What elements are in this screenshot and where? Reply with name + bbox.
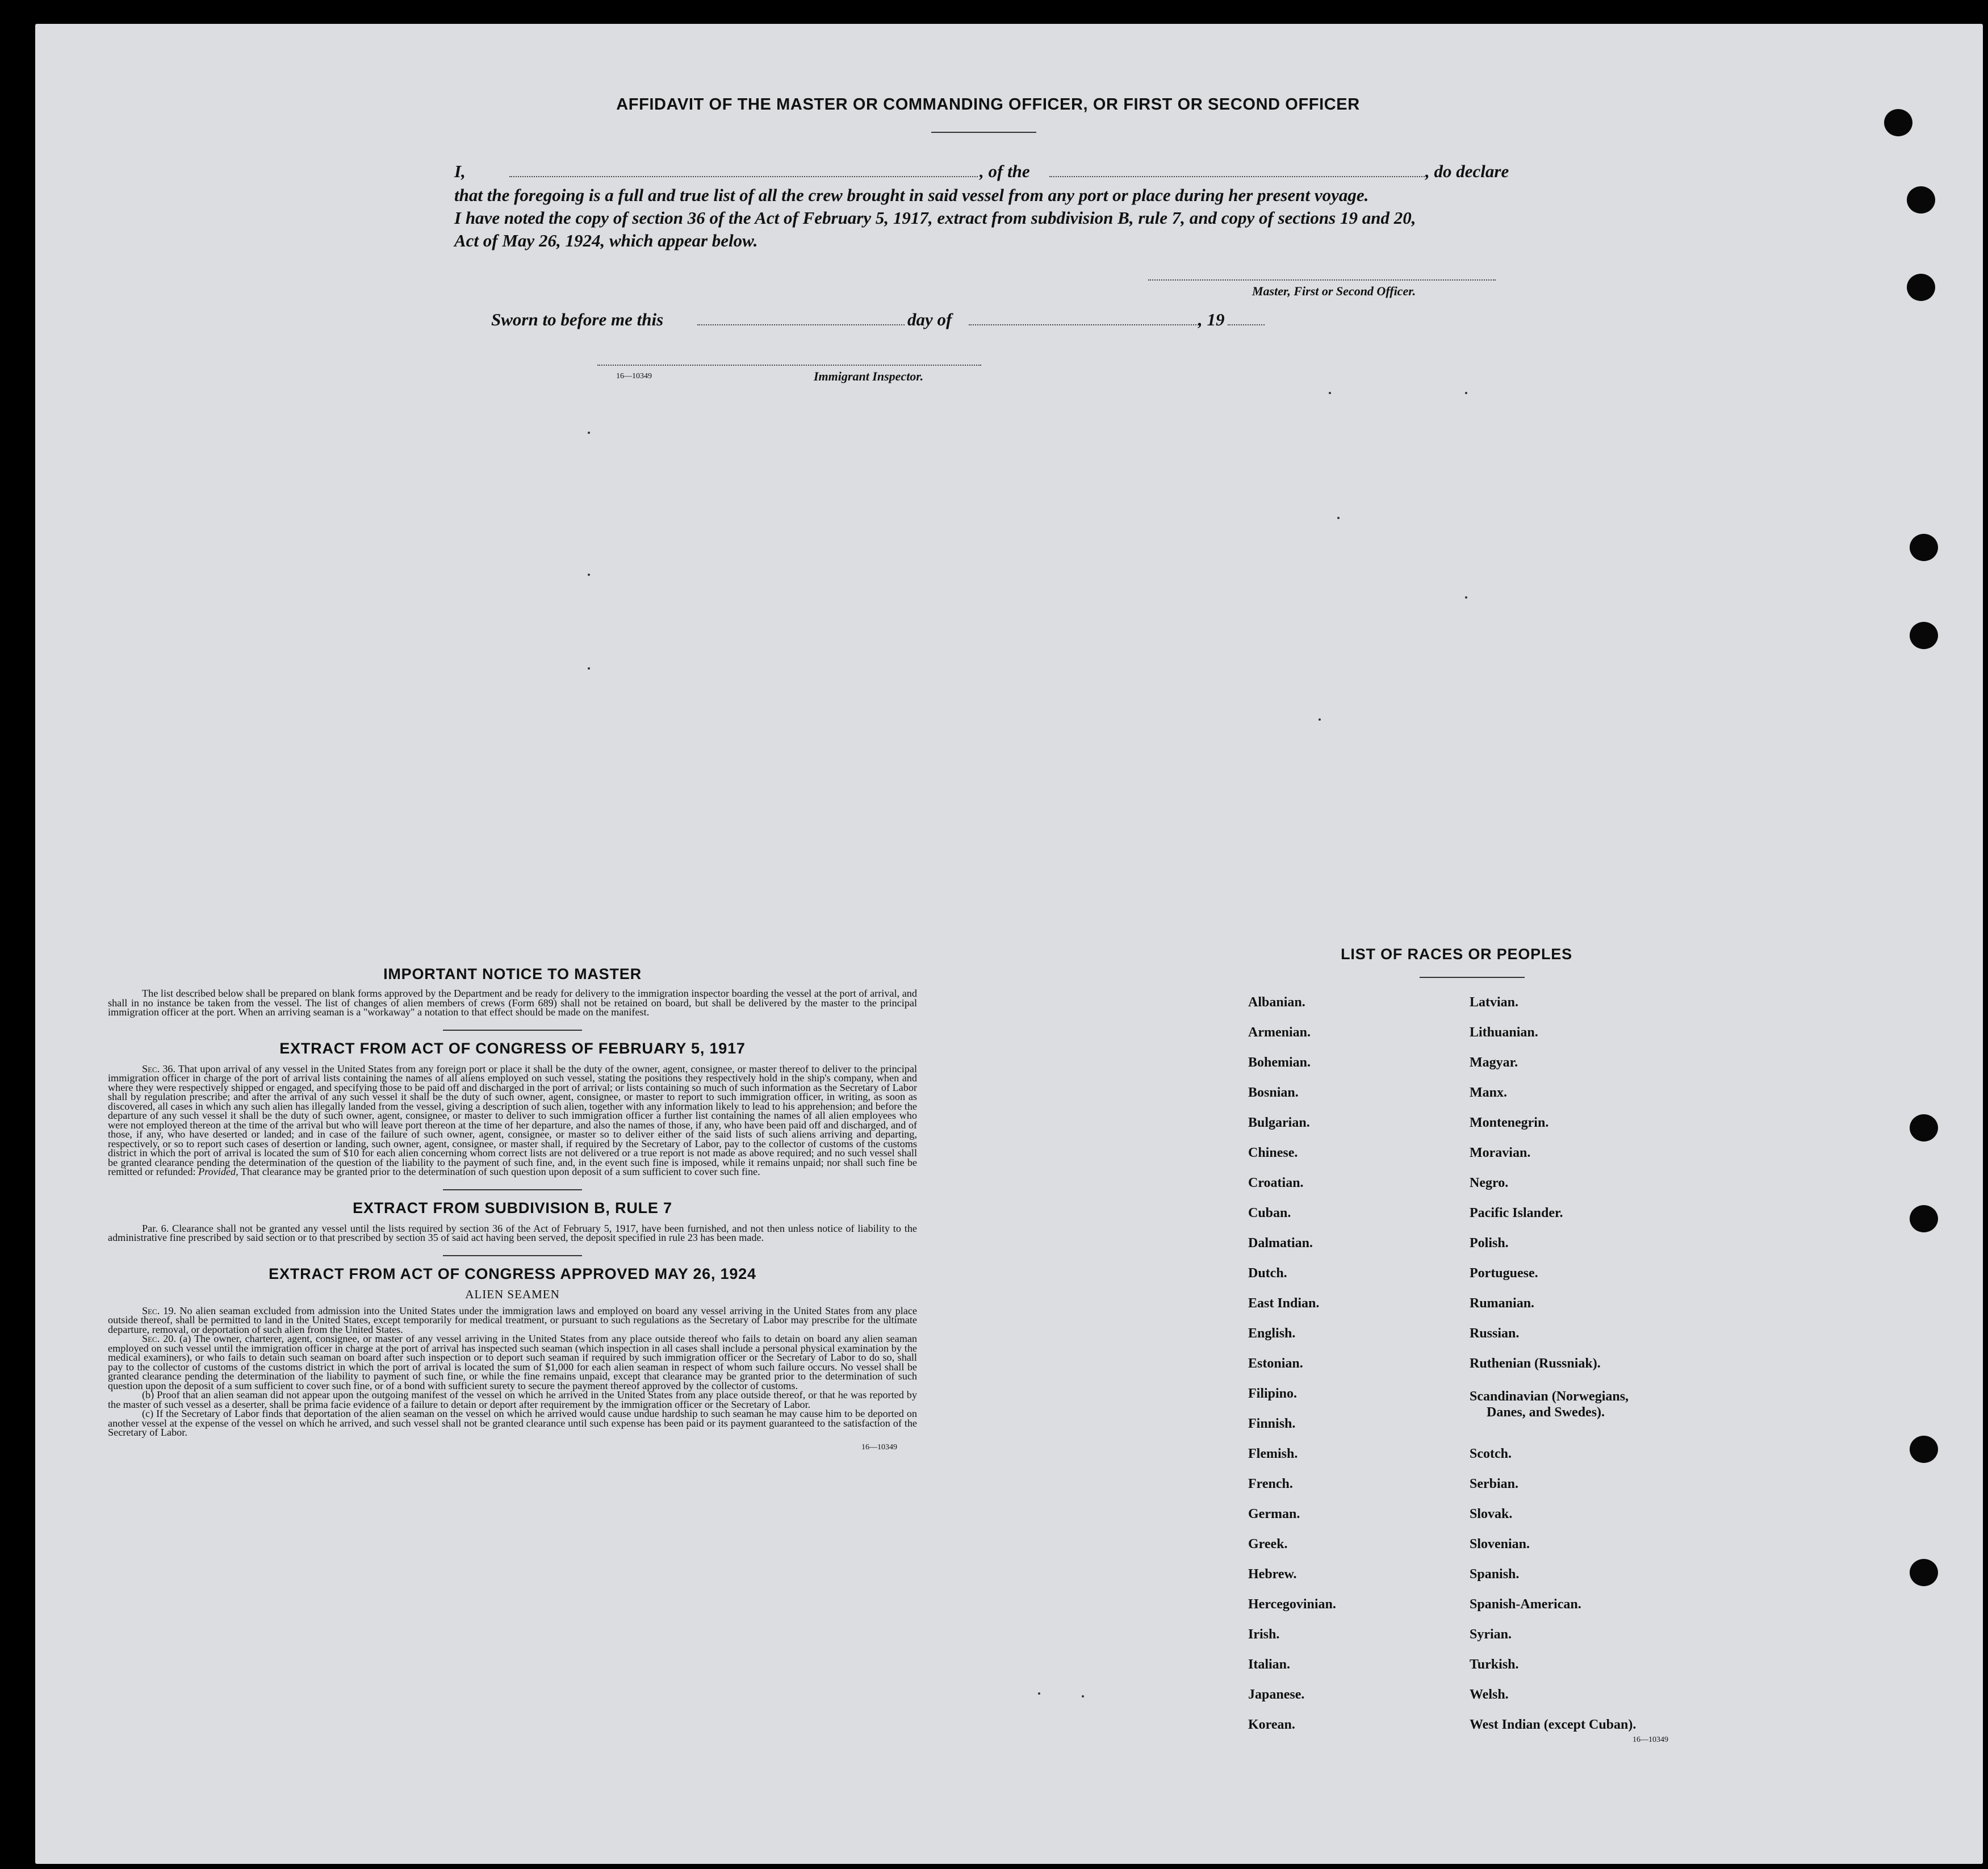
race-latvian: Latvian. xyxy=(1470,995,1519,1010)
punch-hole xyxy=(1907,274,1935,301)
paper-speck xyxy=(1337,517,1340,519)
race-danes-and-swedes: Danes, and Swedes). xyxy=(1487,1405,1605,1420)
race-bohemian: Bohemian. xyxy=(1248,1055,1311,1070)
race-german: German. xyxy=(1248,1507,1300,1521)
notice-text: The list described below shall be prepared on blank forms approved by the Department and be ready for delivery to the immigration inspector boarding the vessel at the port of arrival, and shall in no instance be taken from the vessel. The list of changes of alien members of crews (Form 689) shall not be retained on board, but shall be delivered by the master to the principal immigration officer at the port. When an arriving seaman is a "workaway" a notation to that effect should be made on the manifest. xyxy=(108,988,917,1018)
race-manx: Manx. xyxy=(1470,1085,1507,1100)
form-number-right: 16—10349 xyxy=(1633,1736,1668,1744)
race-dalmatian: Dalmatian. xyxy=(1248,1236,1313,1251)
punch-hole xyxy=(1907,186,1935,214)
race-croatian: Croatian. xyxy=(1248,1176,1304,1190)
sworn-month-blank xyxy=(969,324,1200,325)
signature-caption: Master, First or Second Officer. xyxy=(1252,284,1416,298)
race-flemish: Flemish. xyxy=(1248,1446,1298,1461)
sworn-day-blank xyxy=(697,324,905,325)
race-french: French. xyxy=(1248,1477,1293,1491)
affidavit-of-the: , of the xyxy=(980,161,1030,181)
race-montenegrin: Montenegrin. xyxy=(1470,1115,1549,1130)
title-underline xyxy=(931,132,1036,133)
form-number-top: 16—10349 xyxy=(616,372,652,381)
race-spanish-american: Spanish-American. xyxy=(1470,1597,1581,1612)
race-irish: Irish. xyxy=(1248,1627,1280,1642)
race-portuguese: Portuguese. xyxy=(1470,1266,1538,1281)
race-korean: Korean. xyxy=(1248,1717,1295,1732)
race-rumanian: Rumanian. xyxy=(1470,1296,1535,1311)
race-moravian: Moravian. xyxy=(1470,1145,1531,1160)
section-divider xyxy=(443,1189,582,1190)
paper-speck xyxy=(1082,1695,1084,1697)
race-japanese: Japanese. xyxy=(1248,1687,1305,1702)
race-lithuanian: Lithuanian. xyxy=(1470,1025,1538,1040)
race-english: English. xyxy=(1248,1326,1296,1341)
inspector-caption: Immigrant Inspector. xyxy=(814,369,924,383)
race-filipino: Filipino. xyxy=(1248,1386,1298,1401)
section-divider xyxy=(443,1255,582,1256)
sec-20a-body: (a) The owner, charterer, agent, consignee, or master of any vessel arriving in the United States from any place outside thereof who fails to detain on board any alien seaman employed on such vessel until the immigration officer in charge at the port of arrival has inspected such seaman (which inspection in all cases shall include a personal physical examination by the medical examiners), or who fails to detain such seaman on board after such inspection or to deport such seaman if required by such immigration officer or the Secretary of Labor to do so, shall pay to the collector of customs of the customs district in which the port of arrival is located the sum of $1,000 for each alien seaman in respect of whom such failure occurs. No vessel shall be granted clearance pending the determination of the liability to payment of such fine, or while the fine remains unpaid, except that clearance may be granted prior to the determination of such question upon the deposit of a sum sufficient to cover such fine, or of a bond with sufficient surety to secure the payment thereof approved by the collector of customs. xyxy=(108,1333,918,1391)
paper-speck xyxy=(1329,392,1331,394)
affidavit-i: I, xyxy=(454,161,466,181)
paper-speck xyxy=(588,574,590,576)
affidavit-title: AFFIDAVIT OF THE MASTER OR COMMANDING OFFICER, OR FIRST OR SECOND OFFICER xyxy=(616,95,1360,114)
race-welsh: Welsh. xyxy=(1470,1687,1509,1702)
name-blank xyxy=(509,176,978,177)
alien-seamen-subheading: ALIEN SEAMEN xyxy=(465,1287,560,1301)
race-negro: Negro. xyxy=(1470,1176,1509,1190)
race-estonian: Estonian. xyxy=(1248,1356,1303,1371)
race-finnish: Finnish. xyxy=(1248,1416,1296,1431)
race-armenian: Armenian. xyxy=(1248,1025,1311,1040)
extract-rule7-heading: EXTRACT FROM SUBDIVISION B, RULE 7 xyxy=(353,1199,672,1216)
race-bosnian: Bosnian. xyxy=(1248,1085,1299,1100)
extract-rule7-text: Par. 6. Clearance shall not be granted any vessel until the lists required by section 36 of the Act of February 5, 1917, have been furnished, and not then unless notice of liability to the administrative fine prescribed by said section or to that prescribed by section 35 of said act having been served, the deposit specified in rule 23 has been made. xyxy=(108,1222,917,1243)
punch-hole xyxy=(1910,622,1938,649)
punch-hole xyxy=(1910,534,1938,561)
section-divider xyxy=(443,1030,582,1031)
race-italian: Italian. xyxy=(1248,1657,1291,1672)
proviso-body: That clearance may be granted prior to the determination of such question upon deposit of a sum sufficient to cover such fine. xyxy=(240,1166,760,1177)
race-west-indian-except-cuban: West Indian (except Cuban). xyxy=(1470,1717,1637,1732)
races-heading: LIST OF RACES OR PEOPLES xyxy=(1341,946,1572,963)
form-sheet xyxy=(35,24,1983,1864)
paper-speck xyxy=(1038,1692,1040,1695)
extract-1917-text xyxy=(108,1064,917,1177)
notice-heading: IMPORTANT NOTICE TO MASTER xyxy=(383,965,642,982)
race-scotch: Scotch. xyxy=(1470,1446,1512,1461)
punch-hole xyxy=(1884,109,1912,136)
race-spanish: Spanish. xyxy=(1470,1567,1520,1582)
sec-20c-text: (c) If the Secretary of Labor finds that deportation of the alien seaman on the vessel on which he arrived would cause undue hardship to such seaman he may cause him to be deported on another vessel at the expense of the vessel on which he arrived, and such vessel shall not be granted clearance until such expense has been paid or its payment guaranteed to the satisfaction of the Secretary of Labor. xyxy=(108,1408,917,1438)
affidavit-line4: Act of May 26, 1924, which appear below. xyxy=(454,231,758,250)
race-slovenian: Slovenian. xyxy=(1470,1537,1530,1552)
punch-hole xyxy=(1910,1205,1938,1232)
race-pacific-islander: Pacific Islander. xyxy=(1470,1206,1563,1220)
race-dutch: Dutch. xyxy=(1248,1266,1287,1281)
race-syrian: Syrian. xyxy=(1470,1627,1512,1642)
paper-speck xyxy=(588,667,590,670)
sworn-year: , 19 xyxy=(1198,310,1225,329)
race-albanian: Albanian. xyxy=(1248,995,1305,1010)
proviso-label: Provided, xyxy=(198,1166,238,1177)
race-greek: Greek. xyxy=(1248,1537,1288,1552)
extract-1924-heading: EXTRACT FROM ACT OF CONGRESS APPROVED MAY 26, 1924 xyxy=(269,1265,756,1282)
sworn-day-of: day of xyxy=(907,310,952,329)
races-underline xyxy=(1420,977,1525,978)
sec-19-text xyxy=(108,1306,917,1335)
affidavit-line1 xyxy=(454,161,466,182)
inspector-line xyxy=(597,365,981,366)
signature-line xyxy=(1148,279,1496,281)
sec-36-body: That upon arrival of any vessel in the United States from any foreign port or place it shall be the duty of the owner, agent, consignee, or master thereof to deliver to the principal immigration officer in charge of the port of arrival lists containing the names of all aliens employed on such vessel, stating the positions they respectively hold in the ship's company, when and where they were respectively shipped or engaged, and specifying those to be paid off and discharged in the port of arrival; or lists containing so much of such information as the Secretary of Labor shall by regulation prescribe; and after the arrival of any such vessel it shall be the duty of such owner, agent, consignee, or master to report to such immigration officer, in writing, as soon as discovered, all cases in which any such alien has illegally landed from the vessel, giving a description of such alien, together with any information likely to lead to his apprehension; and before the departure of any such vessel it shall be the duty of such owner, agent, consignee, or master to deliver to such immigration officer a further list containing the names of all alien employees who were not employed thereon at the time of the arrival but who will leave port thereon at the time of her departure, and also the names of those, if any, who have been paid off and discharged, and of those, if any, who have deserted or landed; and in case of the failure of such owner, agent, consignee, or master so to deliver either of the said lists of such aliens arriving and departing, respectively, or so to report such cases of desertion or landing, such owner, agent, consignee, or master shall, if required by the Secretary of Labor, pay to the collector of customs of the customs district in which the port of arrival is located the sum of $10 for each alien concerning whom correct lists are not delivered or a true report is not made as above required; and no such vessel shall be granted clearance pending the determination of the question of the liability to the payment of such fine, and, in the event such fine is imposed, while it remains unpaid; nor shall such fine be remitted or refunded: xyxy=(108,1063,918,1177)
extract-1917-heading: EXTRACT FROM ACT OF CONGRESS OF FEBRUARY 5, 1917 xyxy=(279,1039,746,1057)
race-bulgarian: Bulgarian. xyxy=(1248,1115,1310,1130)
legal-column xyxy=(108,965,917,1452)
race-cuban: Cuban. xyxy=(1248,1206,1291,1220)
punch-hole xyxy=(1910,1436,1938,1463)
race-hebrew: Hebrew. xyxy=(1248,1567,1297,1582)
paper-speck xyxy=(1465,392,1467,394)
punch-hole xyxy=(1910,1559,1938,1586)
affidavit-line2: that the foregoing is a full and true list of all the crew brought in said vessel from any port or place during her present voyage. xyxy=(454,185,1369,205)
affidavit-line3: I have noted the copy of section 36 of the Act of February 5, 1917, extract from subdivision B, rule 7, and copy of sections 19 and 20, xyxy=(454,208,1416,228)
sec-19-label: Sec. 19. xyxy=(142,1304,177,1316)
paper-speck xyxy=(1319,718,1321,721)
race-turkish: Turkish. xyxy=(1470,1657,1519,1672)
race-serbian: Serbian. xyxy=(1470,1477,1519,1491)
sworn-year-blank xyxy=(1228,324,1265,325)
race-magyar: Magyar. xyxy=(1470,1055,1518,1070)
paper-speck xyxy=(1465,596,1467,599)
affidavit-declare: , do declare xyxy=(1425,161,1509,181)
race-hercegovinian: Hercegovinian. xyxy=(1248,1597,1336,1612)
race-east-indian: East Indian. xyxy=(1248,1296,1320,1311)
race-scandinavian-norwegians: Scandinavian (Norwegians, xyxy=(1470,1389,1629,1404)
punch-hole xyxy=(1910,1114,1938,1142)
race-russian: Russian. xyxy=(1470,1326,1520,1341)
sec-19-body: No alien seaman excluded from admission into the United States under the immigration laws and employed on board any vessel arriving in the United States from any place outside thereof, shall be permitted to land in the United States, except temporarily for medical treatment, or pursuant to such regulations as the Secretary of Labor may prescribe for the ultimate departure, removal, or deportation of such alien from the United States. xyxy=(108,1304,918,1335)
race-chinese: Chinese. xyxy=(1248,1145,1298,1160)
sec-36-label: Sec. 36. xyxy=(142,1063,176,1074)
vessel-blank xyxy=(1049,176,1427,177)
sec-20-label: Sec. 20. xyxy=(142,1333,177,1344)
race-ruthenian-russniak: Ruthenian (Russniak). xyxy=(1470,1356,1601,1371)
sec-20a-text xyxy=(108,1334,917,1390)
race-polish: Polish. xyxy=(1470,1236,1509,1251)
sworn-prefix: Sworn to before me this xyxy=(491,310,664,329)
race-slovak: Slovak. xyxy=(1470,1507,1513,1521)
paper-speck xyxy=(588,432,590,434)
sec-20b-text: (b) Proof that an alien seaman did not appear upon the outgoing manifest of the vessel on which he arrived in the United States from any place outside thereof, or that he was reported by the master of such vessel as a deserter, shall be prima facie evidence of a failure to detain or deport after requirement by the immigration officer or the Secretary of Labor. xyxy=(108,1389,917,1410)
form-number-left: 16—10349 xyxy=(861,1442,897,1452)
